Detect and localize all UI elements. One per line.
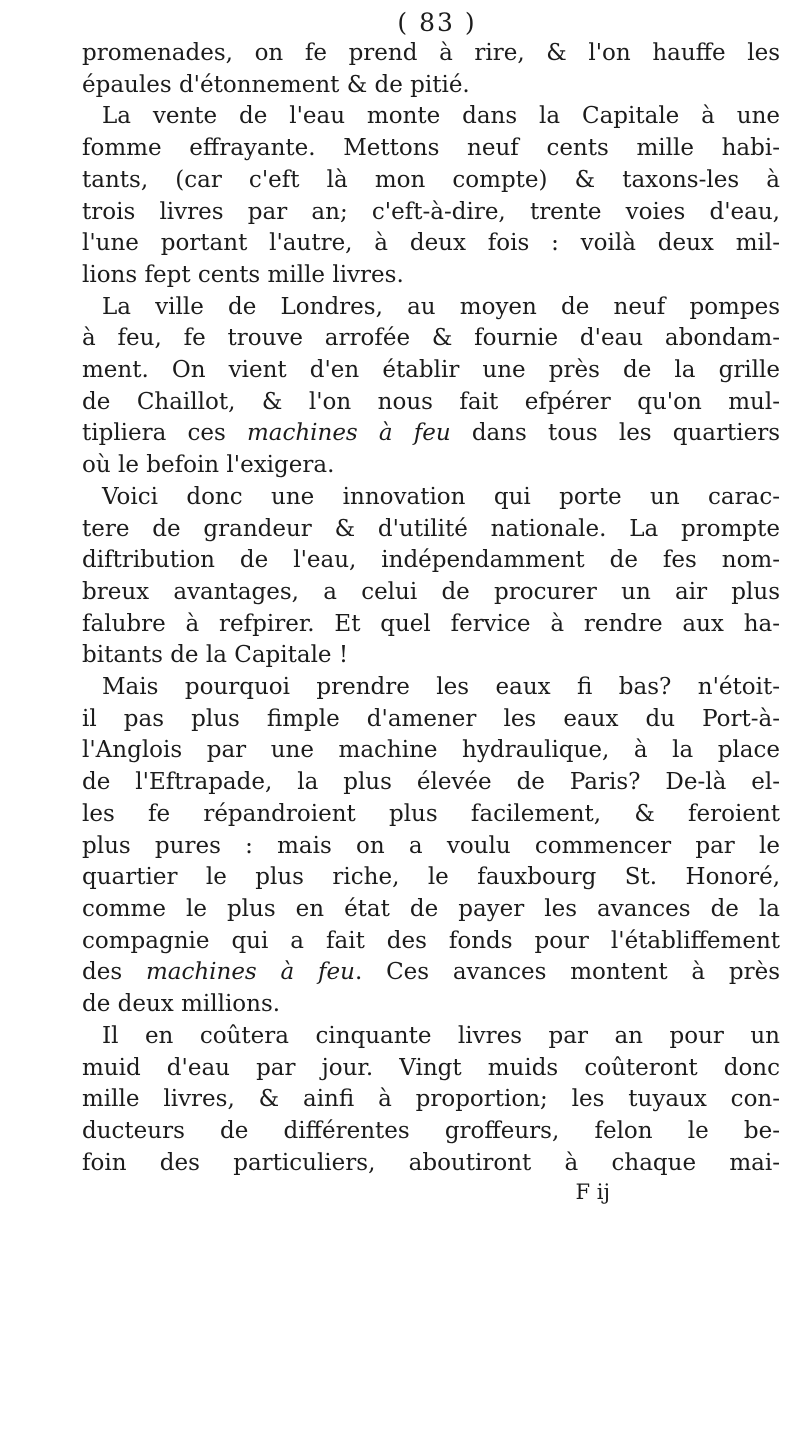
signature-mark: F ij [575, 1180, 610, 1205]
text-segment: dans tous les quartiers [471, 420, 780, 447]
text-line: tants, (car c'eft là mon compte) & taxons-les à [82, 166, 780, 193]
page-number: ( 83 ) [397, 8, 477, 37]
text-line: breux avantages, a celui de procurer un air plus [82, 578, 780, 605]
italic-phrase: machines à feu [246, 420, 451, 447]
text-line: fomme effrayante. Mettons neuf cents mille habi- [82, 135, 780, 162]
text-segment: . Ces avances montent à près [354, 959, 780, 986]
text-line: foin des particuliers, aboutiront à chaque mai- [82, 1149, 780, 1176]
text-line: compagnie qui a fait des fonds pour l'établiffement [82, 927, 780, 954]
text-line: falubre à refpirer. Et quel fervice à rendre aux ha- [82, 610, 780, 637]
text-line-mixed [82, 957, 780, 989]
text-line: ment. On vient d'en établir une près de la grille [82, 357, 780, 384]
text-line: comme le plus en état de payer les avances de la [82, 895, 780, 922]
text-line: l'une portant l'autre, à deux fois : voilà deux mil- [82, 230, 780, 257]
text-line: Mais pourquoi prendre les eaux fi bas? n'étoit- [102, 674, 780, 701]
text-line: promenades, on fe prend à rire, & l'on hauffe les [82, 40, 780, 66]
text-line: Il en coûtera cinquante livres par an pour un [102, 1022, 780, 1049]
text-line: où le befoin l'exigera. [82, 452, 335, 479]
text-line: La ville de Londres, au moyen de neuf pompes [102, 293, 780, 320]
text-line: mille livres, & ainfi à proportion; les tuyaux con- [82, 1086, 780, 1113]
text-line: quartier le plus riche, le fauxbourg St. Honoré, [82, 864, 780, 891]
text-line: l'Anglois par une machine hydraulique, à la place [82, 737, 780, 764]
text-line: les fe répandroient plus facilement, & feroient [82, 800, 780, 827]
text-line: de l'Eftrapade, la plus élevée de Paris? De-là el- [82, 769, 780, 796]
text-line: tere de grandeur & d'utilité nationale. La prompte [82, 515, 780, 542]
text-line: lions fept cents mille livres. [82, 261, 404, 288]
italic-phrase: machines à feu [145, 959, 355, 986]
text-line: ducteurs de différentes groffeurs, felon le be- [82, 1117, 780, 1144]
text-line: diftribution de l'eau, indépendamment de fes nom- [82, 547, 780, 574]
text-line: La vente de l'eau monte dans la Capitale à une [102, 103, 780, 130]
text-line: trois livres par an; c'eft-à-dire, trente voies d'eau, [82, 198, 780, 225]
text-line: muid d'eau par jour. Vingt muids coûteront donc [82, 1054, 780, 1081]
text-line-mixed [82, 418, 780, 450]
text-line: de Chaillot, & l'on nous fait efpérer qu'on mul- [82, 388, 780, 415]
text-line: il pas plus fimple d'amener les eaux du Port-à- [82, 705, 780, 732]
text-line: épaules d'étonnement & de pitié. [82, 71, 470, 98]
body-text [82, 38, 780, 1179]
text-line: bitants de la Capitale ! [82, 642, 349, 669]
text-line: plus pures : mais on a voulu commencer par le [82, 832, 780, 859]
text-segment: tipliera ces [82, 420, 226, 447]
text-segment: des [82, 959, 123, 986]
text-line: à feu, fe trouve arrofée & fournie d'eau abondam- [82, 325, 780, 352]
text-line: Voici donc une innovation qui porte un carac- [102, 483, 780, 510]
text-line: de deux millions. [82, 991, 281, 1018]
